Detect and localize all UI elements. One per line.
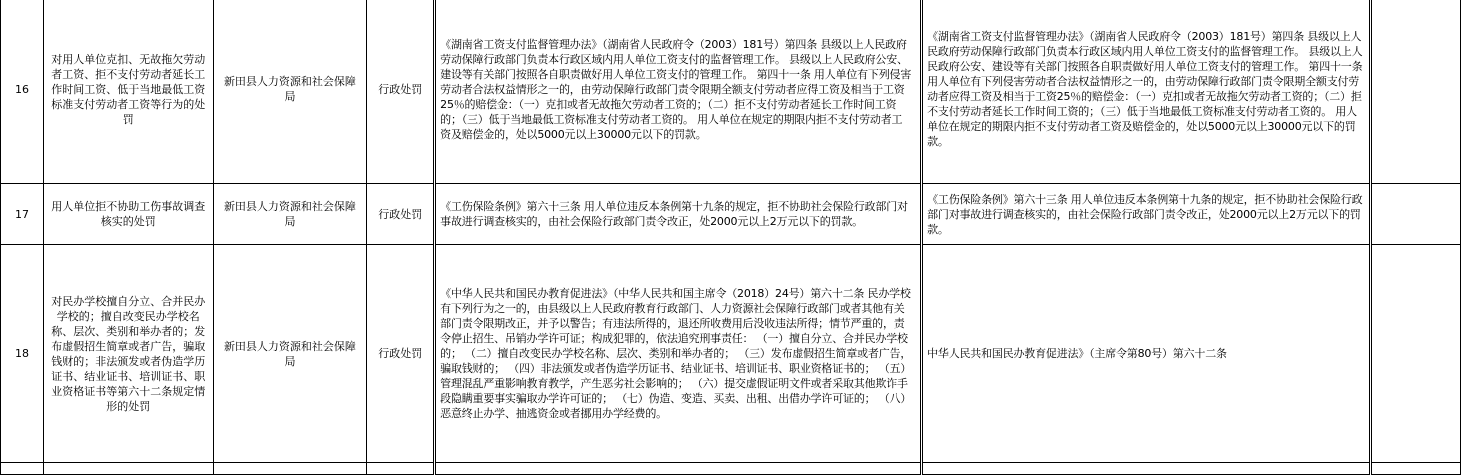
item-name: 对用人单位克扣、无故拖欠劳动者工资、拒不支付劳动者延长工作时间工资、低于当地最低工资标准支付劳动者工资等行为的处罚 [43, 0, 213, 184]
legal-basis-2: 《工伤保险条例》第六十三条 用人单位违反本条例第十九条的规定，拒不协助社会保险行政部门对事故进行调查核实的，由社会保险行政部门责令改正，处2000元以上2万元以下的罚款。 [922, 184, 1371, 245]
empty-cell [1371, 463, 1461, 475]
item-name: 对民办学校擅自分立、合并民办学校的；擅自改变民办学校名称、层次、类别和举办者的；发布虚假招生简章或者广告，骗取钱财的；非法颁发或者伪造学历证书、结业证书、培训证书、职业资格证书等第六十二条规定情形的处罚 [43, 245, 213, 463]
department: 新田县人力资源和社会保障局 [213, 0, 367, 184]
empty-cell [367, 463, 435, 475]
action-type: 行政处罚 [367, 184, 435, 245]
legal-basis: 《湖南省工资支付监督管理办法》（湖南省人民政府令（2003）181号）第四条 县级以上人民政府劳动保障行政部门负责本行政区域内用人单位工资支付的监督管理工作。 县级以上人民政府公安、建设等有关部门按照各自职责做好用人单位工资支付的管理工作。 第四十一条 用人单位有下列侵害劳动者合法权益情形之一的，由劳动保障行政部门责令限期全额支付劳动者应得工资及相当于工资25％的赔偿金：（一）克扣或者无故拖欠劳动者工资的；（二）拒不支付劳动者延长工作时间工资的；（三）低于当地最低工资标准支付劳动者工资的。 用人单位在规定的期限内拒不支付劳动者工资及赔偿金的，处以5000元以上30000元以下的罚款。 [435, 0, 922, 184]
department: 新田县人力资源和社会保障局 [213, 184, 367, 245]
empty-cell [1371, 245, 1461, 463]
empty-cell [1371, 184, 1461, 245]
empty-cell [43, 463, 213, 475]
empty-cell [922, 463, 1371, 475]
department: 新田县人力资源和社会保障局 [213, 245, 367, 463]
empty-cell [1, 463, 44, 475]
action-type: 行政处罚 [367, 245, 435, 463]
row-number: 18 [1, 245, 44, 463]
legal-basis-2: 《湖南省工资支付监督管理办法》（湖南省人民政府令（2003）181号）第四条 县级以上人民政府劳动保障行政部门负责本行政区域内用人单位工资支付的监督管理工作。 县级以上人民政府公安、建设等有关部门按照各自职责做好用人单位工资支付的管理工作。 第四十一条 用人单位有下列侵害劳动者合法权益情形之一的，由劳动保障行政部门责令限期全额支付劳动者应得工资及相当于工资25％的赔偿金：（一）克扣或者无故拖欠劳动者工资的；（二）拒不支付劳动者延长工作时间工资的；（三）低于当地最低工资标准支付劳动者工资的。 用人单位在规定的期限内拒不支付劳动者工资及赔偿金的，处以5000元以上30000元以下的罚款。 [922, 0, 1371, 184]
legal-basis-2: 中华人民共和国民办教育促进法》（主席令第80号）第六十二条 [922, 245, 1371, 463]
row-number: 16 [1, 0, 44, 184]
table-row [1, 245, 1461, 463]
action-type: 行政处罚 [367, 0, 435, 184]
legal-basis: 《工伤保险条例》第六十三条 用人单位违反本条例第十九条的规定，拒不协助社会保险行政部门对事故进行调查核实的，由社会保险行政部门责令改正，处2000元以上2万元以下的罚款。 [435, 184, 922, 245]
table-row [1, 184, 1461, 245]
item-name: 用人单位拒不协助工伤事故调查核实的处罚 [43, 184, 213, 245]
empty-cell [435, 463, 922, 475]
empty-cell [1371, 0, 1461, 184]
table-row [1, 0, 1461, 184]
row-number: 17 [1, 184, 44, 245]
empty-cell [213, 463, 367, 475]
legal-basis: 《中华人民共和国民办教育促进法》（中华人民共和国主席令（2018）24号）第六十二条 民办学校有下列行为之一的，由县级以上人民政府教育行政部门、人力资源社会保障行政部门或者其他有关部门责令限期改正，并予以警告；有违法所得的，退还所收费用后没收违法所得；情节严重的，责令停止招生、吊销办学许可证；构成犯罪的，依法追究刑事责任： （一）擅自分立、合并民办学校的； （二）擅自改变民办学校名称、层次、类别和举办者的； （三）发布虚假招生简章或者广告，骗取钱财的； （四）非法颁发或者伪造学历证书、结业证书、培训证书、职业资格证书的； （五）管理混乱严重影响教育教学，产生恶劣社会影响的； （六）提交虚假证明文件或者采取其他欺诈手段隐瞒重要事实骗取办学许可证的； （七）伪造、变造、买卖、出租、出借办学许可证的； （八）恶意终止办学、抽逃资金或者挪用办学经费的。 [435, 245, 922, 463]
table-row [1, 463, 1461, 475]
